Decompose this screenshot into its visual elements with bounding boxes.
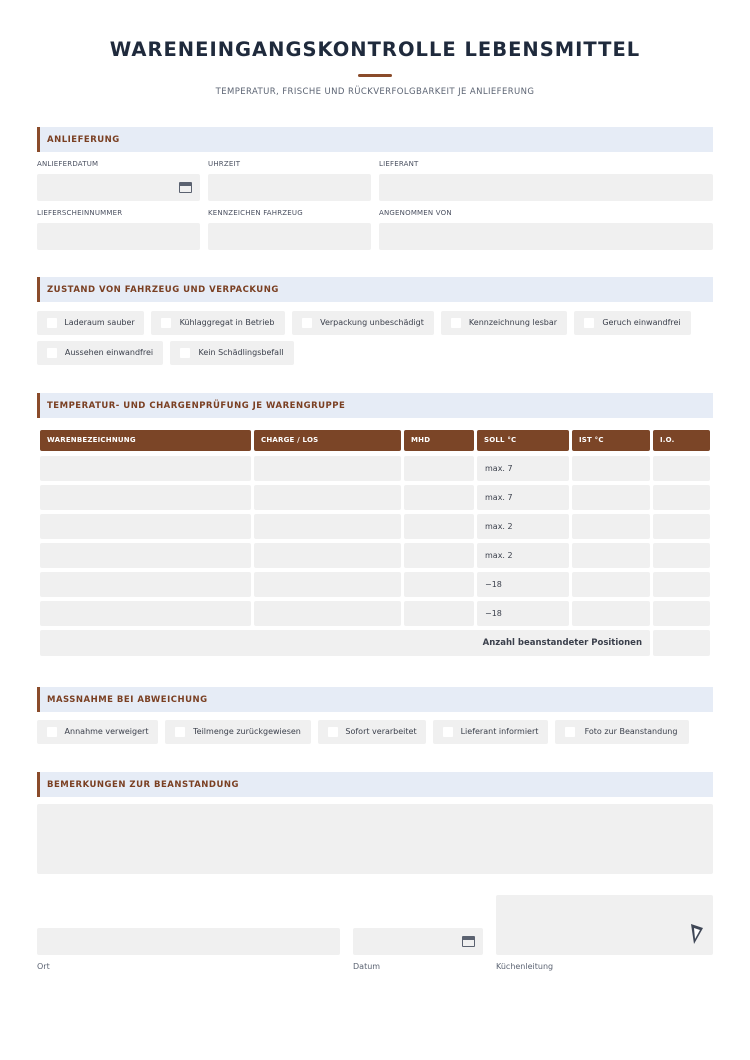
product-field[interactable] xyxy=(40,601,251,626)
section-title: TEMPERATUR- UND CHARGENPRÜFUNG JE WARENGRUPPE xyxy=(47,401,346,411)
target-temp-value: −18 xyxy=(485,580,502,589)
measure-checkbox[interactable] xyxy=(165,720,311,744)
target-temp-value: max. 2 xyxy=(485,551,513,560)
column-header-target-temp xyxy=(477,430,569,451)
column-header-label: IST °C xyxy=(579,436,604,444)
condition-checkbox[interactable] xyxy=(441,311,567,335)
checkbox-label: Teilmenge zurückgewiesen xyxy=(193,727,301,736)
checkbox-square[interactable] xyxy=(47,318,57,328)
column-header-actual-temp xyxy=(572,430,650,451)
batch-field[interactable] xyxy=(254,572,401,597)
mhd-field[interactable] xyxy=(404,456,474,481)
section-header-delivery xyxy=(37,127,713,152)
actual-temp-field[interactable] xyxy=(572,456,650,481)
column-header-mhd xyxy=(404,430,474,451)
ok-field[interactable] xyxy=(653,543,710,568)
condition-checkbox[interactable] xyxy=(37,311,144,335)
page-title: WARENEINGANGSKONTROLLE LEBENSMITTEL xyxy=(109,38,641,61)
time-label: UHRZEIT xyxy=(208,160,241,168)
checkbox-square[interactable] xyxy=(584,318,594,328)
signature-date-field[interactable] xyxy=(353,928,483,955)
signature-pen-icon xyxy=(690,923,704,945)
checkbox-label: Kein Schädlingsbefall xyxy=(198,348,284,357)
checkbox-square[interactable] xyxy=(302,318,312,328)
section-title: ZUSTAND VON FAHRZEUG UND VERPACKUNG xyxy=(47,285,279,295)
checkbox-square[interactable] xyxy=(180,348,190,358)
ok-field[interactable] xyxy=(653,572,710,597)
product-field[interactable] xyxy=(40,485,251,510)
accepted-by-field[interactable] xyxy=(379,223,713,250)
section-title: BEMERKUNGEN ZUR BEANSTANDUNG xyxy=(47,780,239,790)
summary-label: Anzahl beanstandeter Positionen xyxy=(482,638,642,648)
target-temp-cell xyxy=(477,572,569,597)
condition-checkbox[interactable] xyxy=(574,311,691,335)
remarks-textarea[interactable] xyxy=(37,804,713,874)
delivery-time-field[interactable] xyxy=(208,174,371,201)
measure-checkbox[interactable] xyxy=(318,720,426,744)
checkbox-label: Verpackung unbeschädigt xyxy=(320,318,424,327)
measure-checkbox[interactable] xyxy=(433,720,548,744)
vehicle-plate-field[interactable] xyxy=(208,223,371,250)
delivery-date-field[interactable] xyxy=(37,174,200,201)
target-temp-cell xyxy=(477,514,569,539)
delivery-note-label: LIEFERSCHEINNUMMER xyxy=(37,209,123,217)
product-field[interactable] xyxy=(40,572,251,597)
accepted-by-label: ANGENOMMEN VON xyxy=(379,209,452,217)
batch-field[interactable] xyxy=(254,601,401,626)
ok-field[interactable] xyxy=(653,456,710,481)
product-field[interactable] xyxy=(40,456,251,481)
supplier-field[interactable] xyxy=(379,174,713,201)
summary-count-field[interactable] xyxy=(653,630,710,656)
measure-checkbox[interactable] xyxy=(37,720,158,744)
column-header-ok xyxy=(653,430,710,451)
supplier-label: LIEFERANT xyxy=(379,160,419,168)
section-title: ANLIEFERUNG xyxy=(47,135,120,145)
target-temp-value: max. 2 xyxy=(485,522,513,531)
checkbox-label: Lieferant informiert xyxy=(460,727,539,736)
column-header-label: MHD xyxy=(411,436,431,444)
calendar-icon[interactable] xyxy=(179,182,192,193)
actual-temp-field[interactable] xyxy=(572,572,650,597)
checkbox-square[interactable] xyxy=(47,348,57,358)
condition-checkbox[interactable] xyxy=(151,311,285,335)
mhd-field[interactable] xyxy=(404,514,474,539)
column-header-label: CHARGE / LOS xyxy=(261,436,319,444)
measure-checkbox[interactable] xyxy=(555,720,689,744)
place-field[interactable] xyxy=(37,928,340,955)
checkbox-square[interactable] xyxy=(161,318,171,328)
condition-checkbox[interactable] xyxy=(170,341,294,365)
kitchen-lead-label: Küchenleitung xyxy=(496,962,554,971)
title-divider xyxy=(358,74,392,77)
checkbox-label: Geruch einwandfrei xyxy=(602,318,681,327)
target-temp-cell xyxy=(477,543,569,568)
checkbox-square[interactable] xyxy=(47,727,57,737)
condition-checkbox[interactable] xyxy=(292,311,434,335)
ok-field[interactable] xyxy=(653,601,710,626)
section-header-temperature xyxy=(37,393,713,418)
checkbox-label: Kennzeichnung lesbar xyxy=(468,318,558,327)
signature-field[interactable] xyxy=(496,895,713,955)
target-temp-cell xyxy=(477,601,569,626)
batch-field[interactable] xyxy=(254,456,401,481)
checkbox-square[interactable] xyxy=(451,318,461,328)
batch-field[interactable] xyxy=(254,514,401,539)
column-header-label: I.O. xyxy=(660,436,675,444)
batch-field[interactable] xyxy=(254,543,401,568)
product-field[interactable] xyxy=(40,543,251,568)
column-header-label: SOLL °C xyxy=(484,436,517,444)
mhd-field[interactable] xyxy=(404,601,474,626)
batch-field[interactable] xyxy=(254,485,401,510)
checkbox-label: Foto zur Beanstandung xyxy=(584,727,678,736)
actual-temp-field[interactable] xyxy=(572,485,650,510)
section-header-remarks xyxy=(37,772,713,797)
calendar-icon[interactable] xyxy=(462,936,475,947)
section-header-measures xyxy=(37,687,713,712)
actual-temp-field[interactable] xyxy=(572,514,650,539)
summary-cell xyxy=(40,630,650,656)
checkbox-label: Kühlaggregat in Betrieb xyxy=(179,318,275,327)
place-label: Ort xyxy=(37,962,50,971)
section-title: MASSNAHME BEI ABWEICHUNG xyxy=(47,695,208,705)
checkbox-label: Aussehen einwandfrei xyxy=(64,348,154,357)
target-temp-cell xyxy=(477,456,569,481)
date-label: Datum xyxy=(353,962,381,971)
mhd-field[interactable] xyxy=(404,543,474,568)
section-header-condition xyxy=(37,277,713,302)
checkbox-label: Annahme verweigert xyxy=(64,727,149,736)
page-subtitle: TEMPERATUR, FRISCHE UND RÜCKVERFOLGBARKEIT JE ANLIEFERUNG xyxy=(215,87,535,97)
ok-field[interactable] xyxy=(653,485,710,510)
checkbox-label: Sofort verarbeitet xyxy=(345,727,417,736)
ok-field[interactable] xyxy=(653,514,710,539)
target-temp-value: max. 7 xyxy=(485,464,513,473)
checkbox-square[interactable] xyxy=(175,727,185,737)
actual-temp-field[interactable] xyxy=(572,601,650,626)
checkbox-square[interactable] xyxy=(565,727,575,737)
checkbox-square[interactable] xyxy=(328,727,338,737)
target-temp-cell xyxy=(477,485,569,510)
vehicle-plate-label: KENNZEICHEN FAHRZEUG xyxy=(208,209,303,217)
checkbox-square[interactable] xyxy=(443,727,453,737)
column-header-label: WARENBEZEICHNUNG xyxy=(47,436,136,444)
column-header-product xyxy=(40,430,251,451)
column-header-batch xyxy=(254,430,401,451)
mhd-field[interactable] xyxy=(404,485,474,510)
checkbox-label: Laderaum sauber xyxy=(64,318,135,327)
date-label: ANLIEFERDATUM xyxy=(37,160,99,168)
mhd-field[interactable] xyxy=(404,572,474,597)
delivery-note-field[interactable] xyxy=(37,223,200,250)
target-temp-value: max. 7 xyxy=(485,493,513,502)
product-field[interactable] xyxy=(40,514,251,539)
actual-temp-field[interactable] xyxy=(572,543,650,568)
condition-checkbox[interactable] xyxy=(37,341,163,365)
target-temp-value: −18 xyxy=(485,609,502,618)
